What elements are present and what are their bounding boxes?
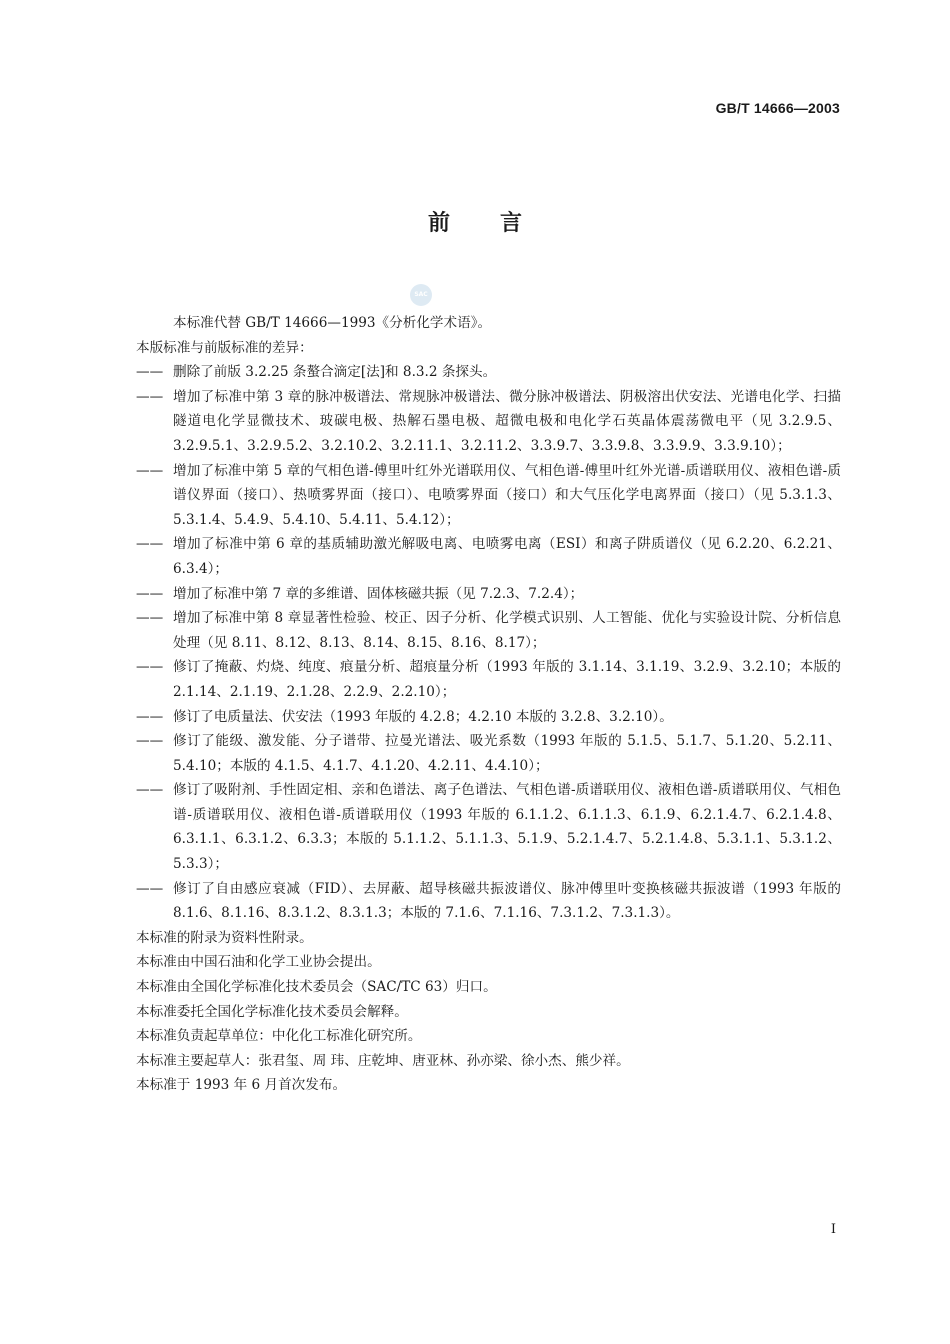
dash-marker: —— — [136, 536, 164, 553]
closing-paragraph: 本标准于 1993 年 6 月首次发布。 — [136, 1077, 347, 1094]
dash-marker: —— — [136, 388, 164, 405]
document-body — [136, 311, 841, 1098]
closing-paragraph: 本标准由中国石油和化学工业协会提出。 — [136, 954, 381, 971]
dash-marker: —— — [136, 708, 164, 725]
list-item — [136, 582, 841, 607]
dash-marker: —— — [136, 659, 164, 676]
standard-code: GB/T 14666—2003 — [715, 100, 840, 116]
closing-paragraph: 本标准委托全国化学标准化技术委员会解释。 — [136, 1003, 408, 1020]
list-item-text: 修订了掩蔽、灼烧、纯度、痕量分析、超痕量分析（1993 年版的 3.1.14、3.1.19、3.2.9、3.2.10；本版的 2.1.14、2.1.19、2.1.28、2.2.9、2.2.10）； — [173, 659, 841, 700]
closing-paragraph: 本标准的附录为资料性附录。 — [136, 929, 313, 946]
list-item-text: 增加了标准中第 6 章的基质辅助激光解吸电离、电喷雾电离（ESI）和离子阱质谱仪（见 6.2.20、6.2.21、6.3.4）； — [173, 536, 841, 577]
dash-marker: —— — [136, 880, 164, 897]
difference-list — [136, 360, 841, 926]
list-item-text: 增加了标准中第 8 章显著性检验、校正、因子分析、化学模式识别、人工智能、优化与实验设计院、分析信息处理（见 8.11、8.12、8.13、8.14、8.15、8.16、8.17）； — [173, 610, 841, 651]
page-title: 前言 — [427, 211, 572, 236]
closing-paragraph: 本标准负责起草单位：中化化工标准化研究所。 — [136, 1028, 422, 1045]
list-item — [136, 877, 841, 926]
list-item — [136, 705, 841, 730]
list-item — [136, 459, 841, 533]
dash-marker: —— — [136, 733, 164, 750]
list-item-text: 增加了标准中第 3 章的脉冲极谱法、常规脉冲极谱法、微分脉冲极谱法、阴极溶出伏安法、光谱电化学、扫描隧道电化学显微技术、玻碳电极、热解石墨电极、超微电极和电化学石英晶体震荡微电平（见 3.2.9.5、3.2.9.5.1、3.2.9.5.2、3.2.10.2、3.2.11.1、3.2.11.2、3.3.9.7、3.3.9.8、3.3.9.9、3.3.9.10）； — [173, 388, 841, 454]
list-item-text: 修订了电质量法、伏安法（1993 年版的 4.2.8；4.2.10 本版的 3.2.8、3.2.10）。 — [173, 708, 673, 725]
dash-marker: —— — [136, 364, 164, 381]
intro-paragraph: 本标准代替 GB/T 14666—1993《分析化学术语》。 — [173, 315, 492, 331]
list-item-text: 增加了标准中第 5 章的气相色谱-傅里叶红外光谱联用仪、气相色谱-傅里叶红外光谱-质谱联用仪、液相色谱-质谱仪界面（接口）、热喷雾界面（接口）、电喷雾界面（接口）和大气压化学电离界面（接口）（见 5.3.1.3、5.3.1.4、5.4.9、5.4.10、5.4.11、5.4.12）； — [173, 462, 841, 528]
dash-marker: —— — [136, 610, 164, 627]
dash-marker: —— — [136, 462, 164, 479]
closing-paragraph: 本标准主要起草人：张君玺、周 玮、庄乾坤、唐亚林、孙亦梁、徐小杰、熊少祥。 — [136, 1052, 630, 1069]
list-item — [136, 360, 841, 385]
diff-heading: 本版标准与前版标准的差异： — [136, 339, 313, 356]
dash-marker: —— — [136, 585, 164, 602]
list-item-text: 删除了前版 3.2.25 条螯合滴定[法]和 8.3.2 条探头。 — [173, 364, 497, 381]
list-item — [136, 606, 841, 655]
list-item — [136, 385, 841, 459]
list-item-text: 增加了标准中第 7 章的多维谱、固体核磁共振（见 7.2.3、7.2.4）； — [173, 585, 584, 602]
dash-marker: —— — [136, 782, 164, 799]
list-item — [136, 778, 841, 876]
list-item-text: 修订了吸附剂、手性固定相、亲和色谱法、离子色谱法、气相色谱-质谱联用仪、液相色谱-质谱联用仪、气相色谱-质谱联用仪、液相色谱-质谱联用仪（1993 年版的 6.1.1.2、6.1.1.3、6.1.9、6.2.1.4.7、6.2.1.4.8、6.3.1.1、6.3.1.2、6.3.3；本版的 5.1.1.2、5.1.1.3、5.1.9、5.2.1.4.7、5.2.1.4.8、5.3.1.1、5.3.1.2、5.3.3）； — [173, 782, 841, 873]
list-item-text: 修订了能级、激发能、分子谱带、拉曼光谱法、吸光系数（1993 年版的 5.1.5、5.1.7、5.1.20、5.2.11、5.4.10；本版的 4.1.5、4.1.7、4.1.20、4.2.11、4.4.10）； — [173, 733, 841, 774]
list-item — [136, 655, 841, 704]
list-item — [136, 532, 841, 581]
page-number: I — [830, 1222, 836, 1237]
list-item-text: 修订了自由感应衰减（FID）、去屏蔽、超导核磁共振波谱仪、脉冲傅里叶变换核磁共振波谱（1993 年版的 8.1.6、8.1.16、8.3.1.2、8.3.1.3；本版的 7.1.6、7.1.16、7.3.1.2、7.3.1.3）。 — [173, 880, 841, 922]
closing-paragraph: 本标准由全国化学标准化技术委员会（SAC/TC 63）归口。 — [136, 979, 497, 996]
list-item — [136, 729, 841, 778]
sac-watermark-logo: SAC — [410, 284, 432, 306]
